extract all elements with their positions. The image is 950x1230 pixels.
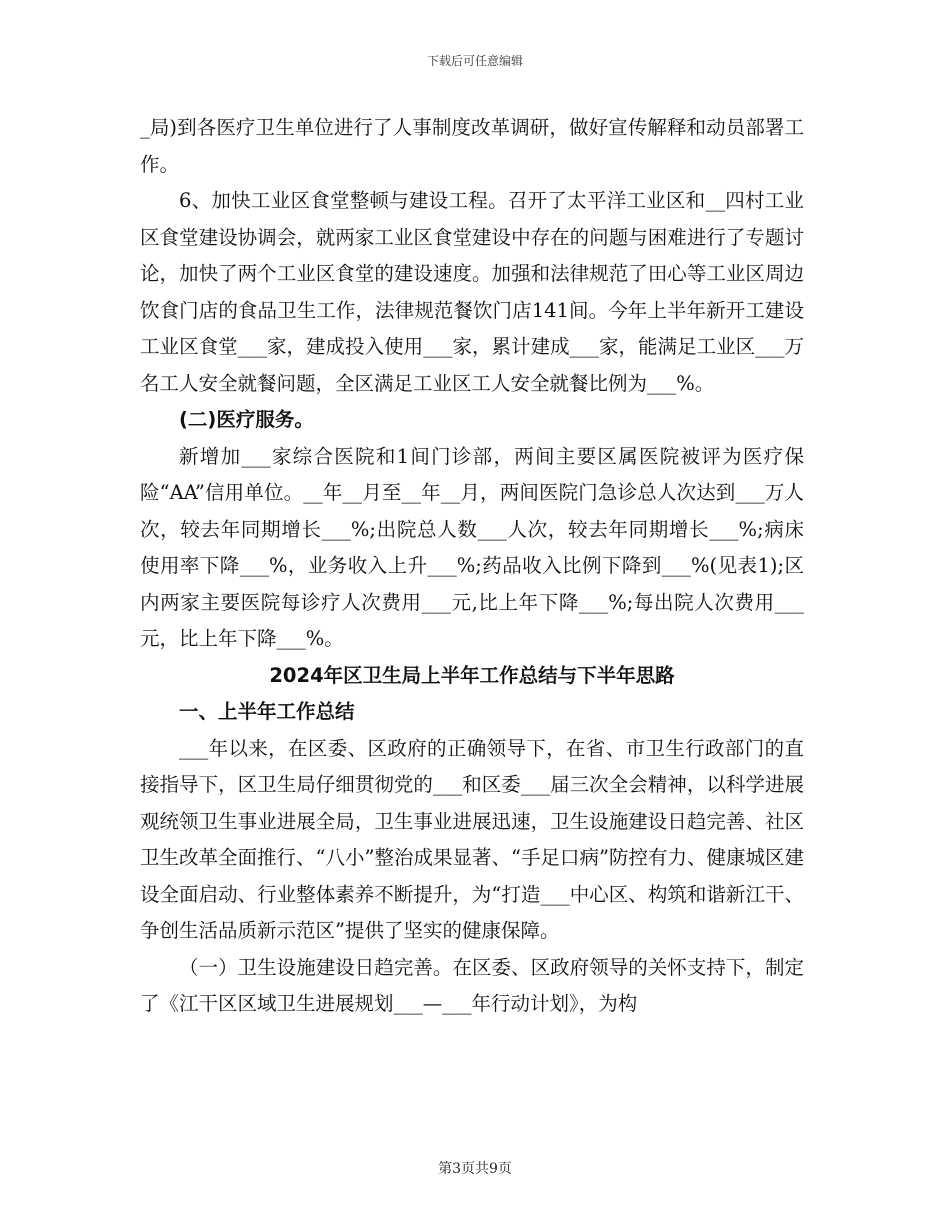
page-header: 下载后可任意编辑 [426,54,523,68]
section-heading-summary: 一、上半年工作总结 [179,700,355,723]
document-title: 2024年区卫生局上半年工作总结与下半年思路 [269,663,675,687]
paragraph-facilities: （一）卫生设施建设日趋完善。在区委、区政府领导的关怀支持下，制定了《江干区区域卫生进展规划___—___年行动计划》，为构 [140,955,804,1015]
paragraph-summary: ___年以来，在区委、区政府的正确领导下，在省、市卫生行政部门的直接指导下，区卫生局仔细贯彻党的___和区委___届三次全会精神，以科学进展观统领卫生事业进展全局，卫生事业进展迅速，卫生设施建设日趋完善、社区卫生改革全面推行、“八小”整治成果显著、“手足口病”防控有力、健康城区建设全面启动、行业整体素养不断提升，为“打造___中心区、构筑和谐新江干、争创生活品质新示范区”提供了坚实的健康保障。 [140,736,804,942]
paragraph-medical-service: 新增加___家综合医院和1间门诊部，两间主要区属医院被评为医疗保险“AA”信用单位。__年__月至__年__月，两间医院门急诊总人次达到___万人次，较去年同期增长___%;出院总人数___人次，较去年同期增长___%;病床使用率下降___%，业务收入上升___%;药品收入比例下降到___%(见表1);区内两家主要医院每诊疗人次费用___元,比上年下降___%;每出院人次费用___元，比上年下降___%。 [140,444,804,650]
page-footer: 第3页共9页 [438,1161,512,1177]
section-heading-medical-service: (二)医疗服务。 [179,408,314,431]
paragraph-continuation: _局)到各医疗卫生单位进行了人事制度改革调研，做好宣传解释和动员部署工作。 [140,116,804,176]
document-body [140,110,804,1023]
paragraph-canteen: 6、加快工业区食堂整顿与建设工程。召开了太平洋工业区和__四村工业区食堂建设协调会，就两家工业区食堂建设中存在的问题与困难进行了专题讨论，加快了两个工业区食堂的建设速度。加强和法律规范了田心等工业区周边饮食门店的食品卫生工作，法律规范餐饮门店141间。今年上半年新开工建设工业区食堂___家，建成投入使用___家，累计建成___家，能满足工业区___万名工人安全就餐问题，全区满足工业区工人安全就餐比例为___%。 [140,189,804,395]
